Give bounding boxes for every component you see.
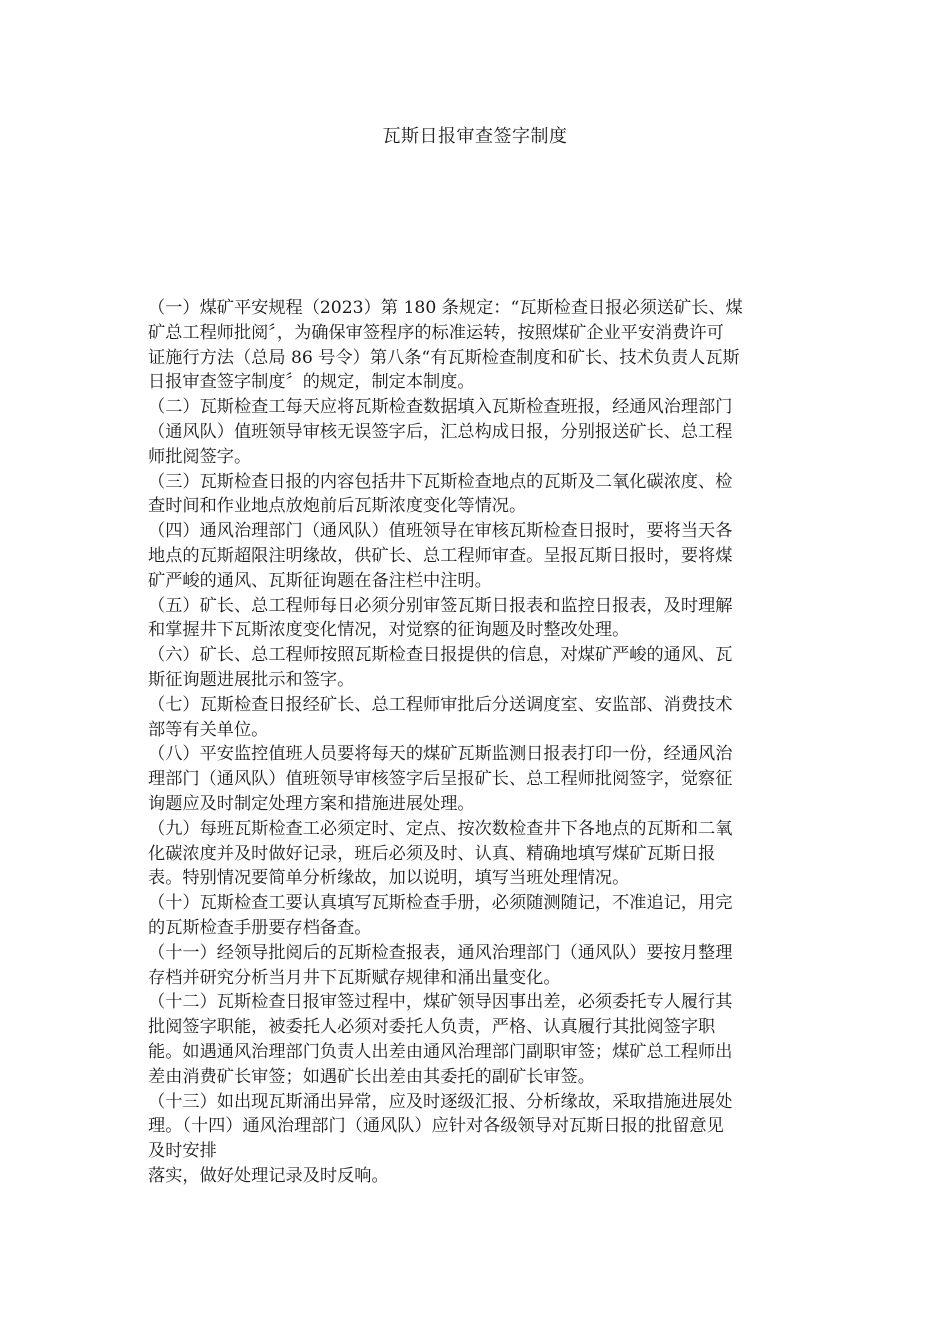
text-line: 矿总工程师批阅〞，为确保审签程序的标准运转，按照煤矿企业平安消费许可 [148,322,724,343]
paragraph-2 [148,395,808,469]
text-line: 及时安排 [148,1141,217,1162]
text-line: 存档并研究分析当月井下瓦斯赋存规律和涌出量变化。 [148,967,561,988]
text-line: 师批阅签字。 [148,446,252,467]
text-line: （七）瓦斯检查日报经矿长、总工程师审批后分送调度室、安监部、消费技术 [148,694,733,715]
text-line: 表。特别情况要简单分析缘故，加以说明，填写当班处理情况。 [148,868,630,889]
text-line: 理。（十四）通风治理部门（通风队）应针对各级领导对瓦斯日报的批留意见 [148,1116,724,1137]
text-line: 地点的瓦斯超限注明缘故，供矿长、总工程师审查。呈报瓦斯日报时，要将煤 [148,545,733,566]
text-line: （一）煤矿平安规程（2023）第 180 条规定：“瓦斯检查日报必须送矿长、煤 [148,298,743,318]
paragraph-11 [148,941,808,991]
paragraph-13 [148,1090,808,1189]
text-line: （十）瓦斯检查工要认真填写瓦斯检查手册，必须随测随记，不准追记，用完 [148,893,733,914]
text-line: （十三）如出现瓦斯涌出异常，应及时逐级汇报、分析缘故，采取措施进展处 [148,1091,733,1112]
paragraph-6 [148,643,808,693]
text-line: 和掌握井下瓦斯浓度变化情况，对觉察的征询题及时整改处理。 [148,620,630,641]
text-line: 矿严峻的通风、瓦斯征询题在备注栏中注明。 [148,570,492,591]
paragraph-3 [148,470,808,520]
document-body [148,296,808,1189]
text-line: （三）瓦斯检查日报的内容包括井下瓦斯检查地点的瓦斯及二氧化碳浓度、检 [148,471,733,492]
paragraph-7 [148,693,808,743]
paragraph-10 [148,891,808,941]
text-line: 批阅签字职能，被委托人必须对委托人负责，严格、认真履行其批阅签字职 [148,1017,716,1038]
text-line: （九）每班瓦斯检查工必须定时、定点、按次数检查井下各地点的瓦斯和二氧 [148,818,733,839]
text-line: 化碳浓度并及时做好记录，班后必须及时、认真、精确地填写煤矿瓦斯日报 [148,843,716,864]
text-line: （五）矿长、总工程师每日必须分别审签瓦斯日报表和监控日报表，及时理解 [148,595,733,616]
text-line: 部等有关单位。 [148,719,269,740]
text-line: 日报审查签字制度〞的规定，制定本制度。 [148,372,475,393]
paragraph-9 [148,817,808,891]
text-line: （四）通风治理部门（通风队）值班领导在审核瓦斯检查日报时，要将当天各 [148,521,733,542]
document-title: 瓦斯日报审查签字制度 [382,126,568,147]
text-line: 查时间和作业地点放炮前后瓦斯浓度变化等情况。 [148,496,527,517]
text-line: （八）平安监控值班人员要将每天的煤矿瓦斯监测日报表打印一份，经通风治 [148,744,733,765]
text-line: （十二）瓦斯检查日报审签过程中，煤矿领导因事出差，必须委托专人履行其 [148,992,733,1013]
text-line: 差由消费矿长审签；如遇矿长出差由其委托的副矿长审签。 [148,1066,595,1087]
text-line: 落实，做好处理记录及时反响。 [148,1165,389,1186]
text-line: 的瓦斯检查手册要存档备查。 [148,917,372,938]
text-line: 能。如遇通风治理部门负责人出差由通风治理部门副职审签；煤矿总工程师出 [148,1041,733,1062]
paragraph-12 [148,990,808,1089]
paragraph-4 [148,519,808,593]
text-line: （十一）经领导批阅后的瓦斯检查报表，通风治理部门（通风队）要按月整理 [148,942,733,963]
paragraph-8 [148,742,808,816]
text-line: 理部门（通风队）值班领导审核签字后呈报矿长、总工程师批阅签字，觉察征 [148,769,733,790]
text-line: 斯征询题进展批示和签字。 [148,669,355,690]
text-line: 证施行方法（总局 86 号令）第八条“有瓦斯检查制度和矿长、技术负责人瓦斯 [148,347,740,368]
paragraph-1 [148,296,808,395]
text-line: （通风队）值班领导审核无误签字后，汇总构成日报，分别报送矿长、总工程 [148,421,733,442]
text-line: （六）矿长、总工程师按照瓦斯检查日报提供的信息，对煤矿严峻的通风、瓦 [148,645,733,666]
text-line: （二）瓦斯检查工每天应将瓦斯检查数据填入瓦斯检查班报，经通风治理部门 [148,397,733,418]
paragraph-5 [148,594,808,644]
text-line: 询题应及时制定处理方案和措施进展处理。 [148,793,475,814]
